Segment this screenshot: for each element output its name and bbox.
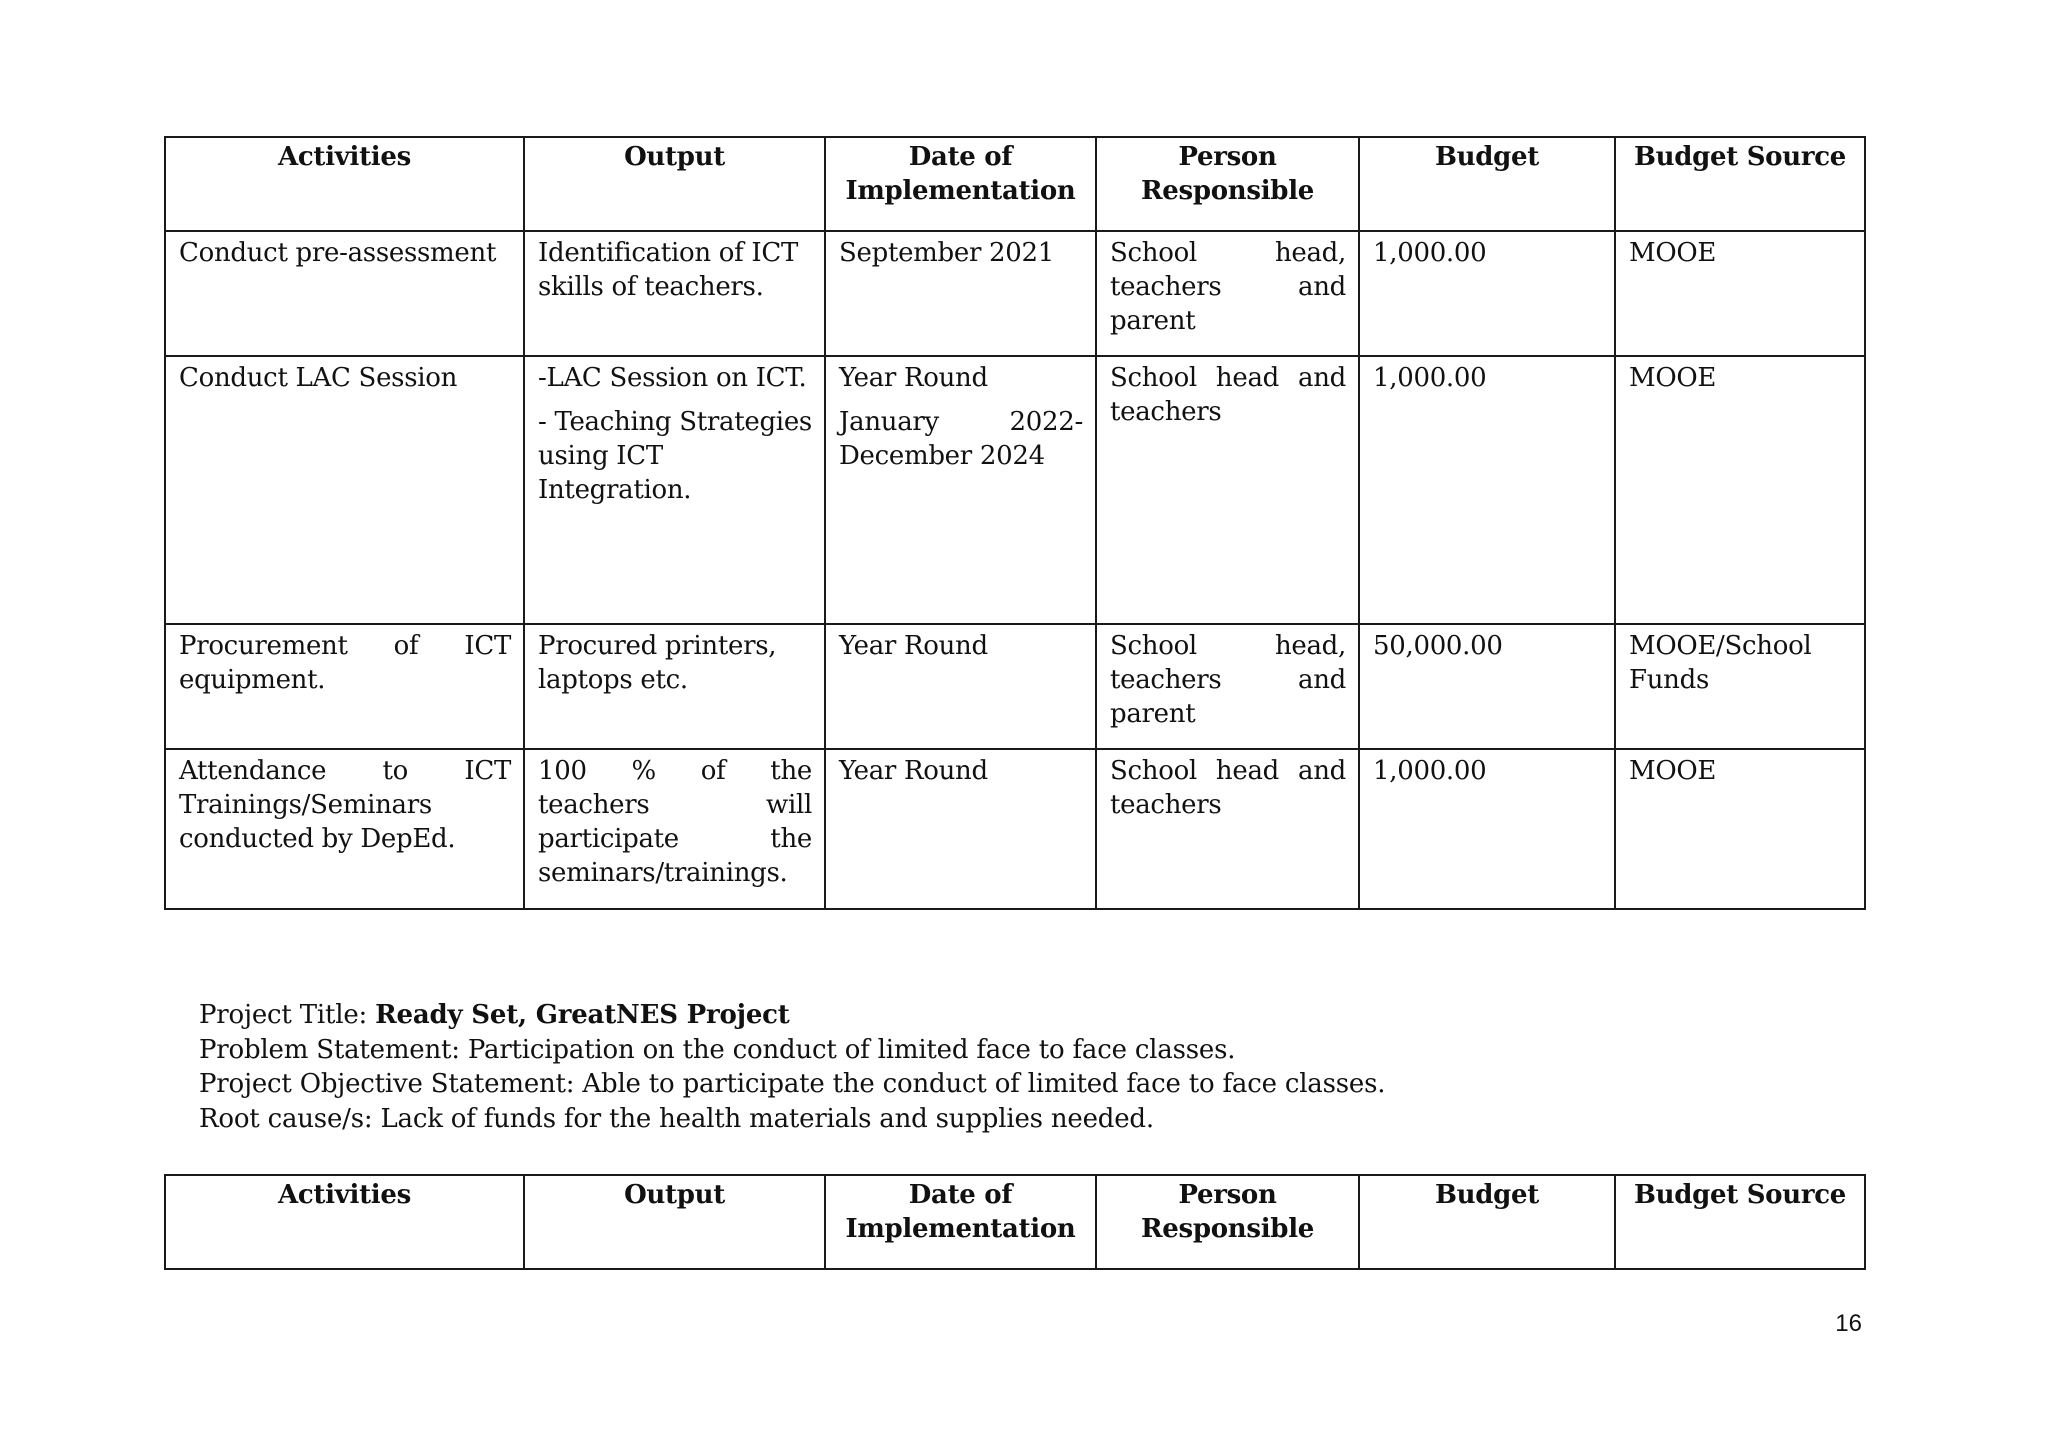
root-cause: Root cause/s: Lack of funds for the health materials and supplies needed. bbox=[199, 1103, 1154, 1134]
problem-statement: Problem Statement: Participation on the conduct of limited face to face classes. bbox=[199, 1034, 1236, 1065]
project-details bbox=[199, 998, 1385, 1136]
budget-cell: 1,000.00 bbox=[1359, 231, 1615, 356]
activity-cell: Conduct LAC Session bbox=[165, 356, 524, 624]
budget-source-cell: MOOE bbox=[1615, 749, 1865, 909]
person-cell: School head and teachers bbox=[1096, 749, 1359, 909]
header-person-responsible: Person Responsible bbox=[1096, 1175, 1359, 1269]
header-budget-source: Budget Source bbox=[1615, 137, 1865, 231]
objective-statement: Project Objective Statement: Able to participate the conduct of limited face to face classes. bbox=[199, 1069, 1386, 1099]
page-number: 16 bbox=[1835, 1310, 1862, 1337]
date-line: January 2022-December 2024 bbox=[839, 407, 1083, 471]
budget-cell: 1,000.00 bbox=[1359, 749, 1615, 909]
table-row bbox=[165, 231, 1865, 356]
output-cell: Identification of ICT skills of teachers. bbox=[524, 231, 825, 356]
project-title-value: Ready Set, GreatNES Project bbox=[375, 1000, 790, 1030]
activity-cell: Attendance to ICT Trainings/Seminars conducted by DepEd. bbox=[165, 749, 524, 909]
output-cell: Procured printers, laptops etc. bbox=[524, 624, 825, 749]
table-header-row bbox=[165, 137, 1865, 231]
date-cell: Year Round bbox=[825, 624, 1096, 749]
person-cell: School head and teachers bbox=[1096, 356, 1359, 624]
budget-cell: 50,000.00 bbox=[1359, 624, 1615, 749]
output-line: - Teaching Strategies using ICT Integration. bbox=[538, 407, 812, 505]
header-date-of-implementation: Date of Implementation bbox=[825, 137, 1096, 231]
output-line: -LAC Session on ICT. bbox=[538, 363, 807, 393]
header-date-of-implementation: Date of Implementation bbox=[825, 1175, 1096, 1269]
header-output: Output bbox=[524, 137, 825, 231]
budget-cell: 1,000.00 bbox=[1359, 356, 1615, 624]
project-title bbox=[199, 998, 1385, 1033]
date-cell bbox=[825, 356, 1096, 624]
activity-cell: Conduct pre-assessment bbox=[165, 231, 524, 356]
header-budget: Budget bbox=[1359, 137, 1615, 231]
table-header-row bbox=[165, 1175, 1865, 1269]
date-cell: Year Round bbox=[825, 749, 1096, 909]
date-line: Year Round bbox=[839, 363, 988, 393]
person-cell: School head, teachers and parent bbox=[1096, 231, 1359, 356]
header-budget: Budget bbox=[1359, 1175, 1615, 1269]
date-cell: September 2021 bbox=[825, 231, 1096, 356]
table-row bbox=[165, 749, 1865, 909]
header-activities: Activities bbox=[165, 1175, 524, 1269]
person-cell: School head, teachers and parent bbox=[1096, 624, 1359, 749]
table-row bbox=[165, 624, 1865, 749]
budget-source-cell: MOOE/School Funds bbox=[1615, 624, 1865, 749]
header-budget-source: Budget Source bbox=[1615, 1175, 1865, 1269]
project-plan-table bbox=[164, 1174, 1866, 1270]
header-person-responsible: Person Responsible bbox=[1096, 137, 1359, 231]
output-cell: 100 % of the teachers will participate the seminars/trainings. bbox=[524, 749, 825, 909]
activity-cell: Procurement of ICT equipment. bbox=[165, 624, 524, 749]
budget-source-cell: MOOE bbox=[1615, 356, 1865, 624]
budget-source-cell: MOOE bbox=[1615, 231, 1865, 356]
table-row bbox=[165, 356, 1865, 624]
header-activities: Activities bbox=[165, 137, 524, 231]
activity-plan-table bbox=[164, 136, 1866, 910]
project-title-label: Project Title: bbox=[199, 1000, 376, 1030]
header-output: Output bbox=[524, 1175, 825, 1269]
output-cell bbox=[524, 356, 825, 624]
